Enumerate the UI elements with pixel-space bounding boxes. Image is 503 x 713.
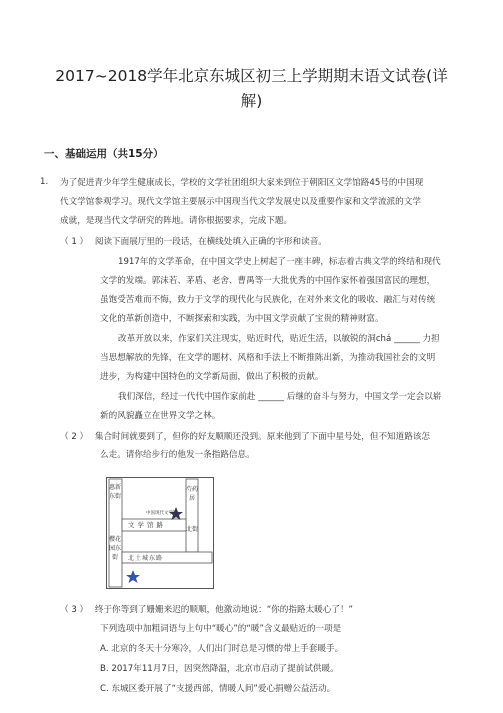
passage-line-2: 文学的发端。郭沫若、茅盾、老舍、曹禺等一大批优秀的中国作家怀着强国富民的理想， [100, 276, 436, 286]
right-road-label-2: 北街 [186, 526, 199, 533]
intro-line-1: 为了促进青少年学生健康成长，学校的文学社团组织大家来到位于朝阳区文学馆路45号的中国现 [60, 178, 424, 188]
part3-text: 终于你等到了姗姗来迟的顺顺，他激动地说：“你的指路太暖心了！” [94, 605, 353, 615]
part2-label: （ 2 ） [60, 432, 89, 442]
passage-line-6: 当思想解放的先锋，在文学的题材、风格和手法上不断推陈出新，为推动我国社会的文明 [100, 353, 436, 363]
intro-line-2: 代文学馆参观学习。现代文学馆主要展示中国现当代文学发展史以及重要作家和文学流派的文学 [60, 197, 421, 207]
part3-label: （ 3 ） [60, 605, 89, 615]
part2-text-1: 集合时间就要到了，但你的好友顺顺还没到。原来他到了下面中星号处，但不知道路该怎 [94, 432, 431, 442]
passage-line-5: 改革开放以来，作家们关注现实，贴近时代，贴近生活，以敏锐的洞chá ______ 力担 [118, 334, 440, 344]
option-b: B. 2017年11月7日，因突然降温，北京市启动了提前试供暖。 [100, 664, 339, 674]
right-road-label: 芍药居 [186, 486, 199, 502]
route-map [106, 477, 214, 589]
document-title [40, 64, 463, 114]
part1-text: 阅读下面展厅里的一段话，在横线处填入正确的字形和读音。 [94, 237, 327, 247]
passage-line-8: 我们深信，经过一代代中国作家前赴 ______ 后继的奋斗与努力，中国文学一定会以崭 [118, 392, 442, 402]
left-road-label-2: 樱花园东街 [108, 536, 121, 561]
passage-line-4: 文化的革新创造中，不断探索和实践，为中国文学贡献了宝贵的精神财富。 [100, 314, 384, 324]
destination-label: 中国现代文学馆 [146, 511, 178, 516]
part3 [60, 603, 353, 615]
part2 [60, 430, 430, 442]
left-road-label: 惠新东街 [108, 484, 121, 500]
passage-line-1: 1917年的文学革命，在中国文学史上树起了一座丰碑，标志着古典文学的终结和现代 [118, 257, 441, 267]
part1-label: （ 1 ） [60, 237, 89, 247]
part3-question: 下列选项中加粗词语与上句中“暖心”的“暖”含义最贴近的一项是 [100, 624, 342, 634]
option-c: C. 东城区委开展了“支援西部，情暖人间”爱心捐赠公益活动。 [100, 684, 336, 694]
title-line-2: 解) [240, 92, 263, 110]
part2-text-2: 么走。请你给步行的他发一条指路信息。 [100, 450, 255, 460]
part1 [60, 235, 327, 247]
passage-line-7: 进步，为构建中国特色的文学新局面，做出了积极的贡献。 [100, 372, 324, 382]
title-line-1: 2017~2018学年北京东城区初三上学期期末语文试卷(详 [55, 67, 448, 85]
option-a: A. 北京的冬天十分寒冷，人们出门时总是习惯的带上手套暖手。 [100, 644, 344, 654]
intro-line-3: 成就，是现当代文学研究的阵地。请你根据要求，完成下题。 [60, 216, 293, 226]
passage-line-9: 新的风貌矗立在世界文学之林。 [100, 411, 221, 421]
section-heading: 一、基础运用（共15分） [44, 148, 164, 160]
question-number: 1. [40, 177, 49, 187]
top-road-label: 文学馆路 [128, 521, 166, 529]
passage-line-3: 虽饱受苦难而不悔，致力于文学的现代化与民族化，在对外来文化的吸收、融汇与对传统 [100, 295, 436, 305]
bottom-road-label: 北土城东路 [128, 555, 164, 562]
